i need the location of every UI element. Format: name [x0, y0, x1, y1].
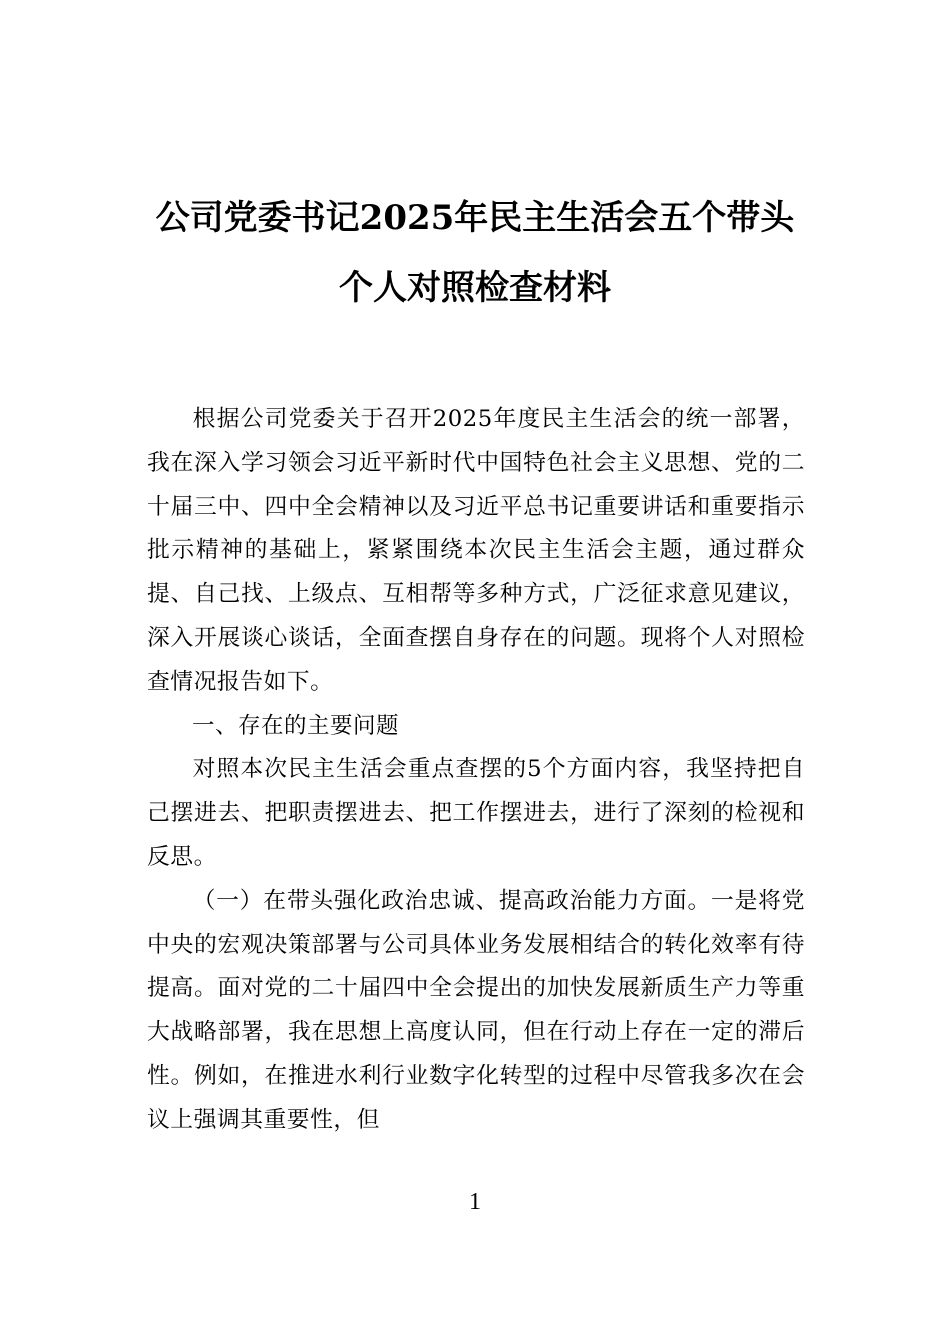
intro-paragraph: 根据公司党委关于召开2025年度民主生活会的统一部署，我在深入学习领会习近平新时代中国特色社会主义思想、党的二十届三中、四中全会精神以及习近平总书记重要讲话和重要指示批示精神的基础上，紧紧围绕本次民主生活会主题，通过群众提、自己找、上级点、互相帮等多种方式，广泛征求意见建议，深入开展谈心谈话，全面查摆自身存在的问题。现将个人对照检查情况报告如下。	[147, 406, 805, 695]
section-heading-problems: 一、存在的主要问题	[192, 712, 400, 739]
subsection-text: 一是将党中央的宏观决策部署与公司具体业务发展相结合的转化效率有待提高。面对党的二十届四中全会提出的加快发展新质生产力等重大战略部署，我在思想上高度认同，但在行动上存在一定的滞后性。例如，在推进水利行业数字化转型的过程中尽管我多次在会议上强调其重要性，但	[147, 887, 806, 1133]
page-number: 1	[469, 1189, 481, 1215]
section-intro-paragraph: 对照本次民主生活会重点查摆的5个方面内容，我坚持把自己摆进去、把职责摆进去、把工作摆进去，进行了深刻的检视和反思。	[147, 756, 805, 870]
document-title-line-2: 个人对照检查材料	[339, 268, 611, 308]
document-title-line-1: 公司党委书记2025年民主生活会五个带头	[155, 198, 795, 238]
subsection-paragraph	[147, 880, 805, 1143]
document-body	[147, 398, 805, 1143]
subsection-lead: （一）在带头强化政治忠诚、提高政治能力方面。	[192, 887, 712, 914]
